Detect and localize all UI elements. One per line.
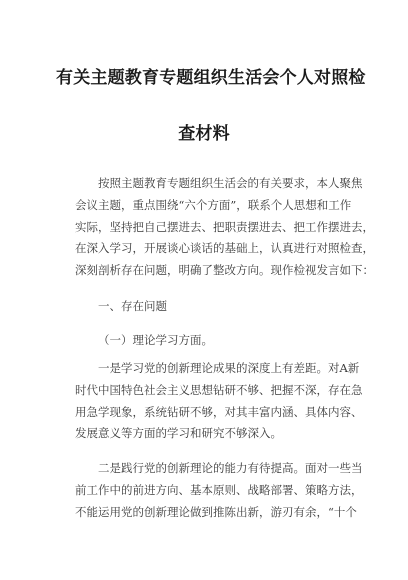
- para1-line-2: 时代中国特色社会主义思想钻研不够、把握不深，存在急: [75, 382, 363, 397]
- para2-line-2: 前工作中的前进方向、基本原则、战略部署、策略方法，: [75, 482, 363, 497]
- subsection-heading: （一）理论学习方面。: [98, 333, 213, 347]
- para1-line-4: 发展意义等方面的学习和研究不够深入。: [75, 426, 282, 441]
- para2-line-3: 不能运用党的创新理论做到推陈出新，游刃有余，“十个: [75, 504, 357, 519]
- para2-line-1: 二是践行党的创新理论的能力有待提高。面对一些当: [98, 461, 363, 475]
- intro-line-4: 在深入学习，开展谈心谈话的基础上，认真进行对照检查，: [75, 241, 374, 256]
- paragraph-1: [75, 358, 363, 445]
- intro-line-1: 按照主题教育专题组织生活会的有关要求，本人聚焦: [98, 176, 363, 190]
- document-title-line-2: 查材料: [178, 124, 230, 144]
- para1-line-1: 一是学习党的创新理论成果的深度上有差距。对A新: [98, 361, 360, 375]
- intro-line-2: 会议主题，重点围绕“六个方面”，联系个人思想和工作: [75, 197, 352, 212]
- document-title-line-1: 有关主题教育专题组织生活会个人对照检: [56, 68, 366, 88]
- intro-line-5: 深刻剖析存在问题，明确了整改方向。现作检视发言如下：: [75, 263, 374, 278]
- intro-line-3: 实际，坚持把自己摆进去、把职责摆进去、把工作摆进去，: [75, 219, 374, 234]
- paragraph-2: [75, 458, 363, 523]
- intro-paragraph: [75, 173, 374, 282]
- para1-line-3: 用急学现象，系统钻研不够，对其丰富内涵、具体内容、: [75, 404, 363, 419]
- section-heading: 一、存在问题: [98, 299, 167, 313]
